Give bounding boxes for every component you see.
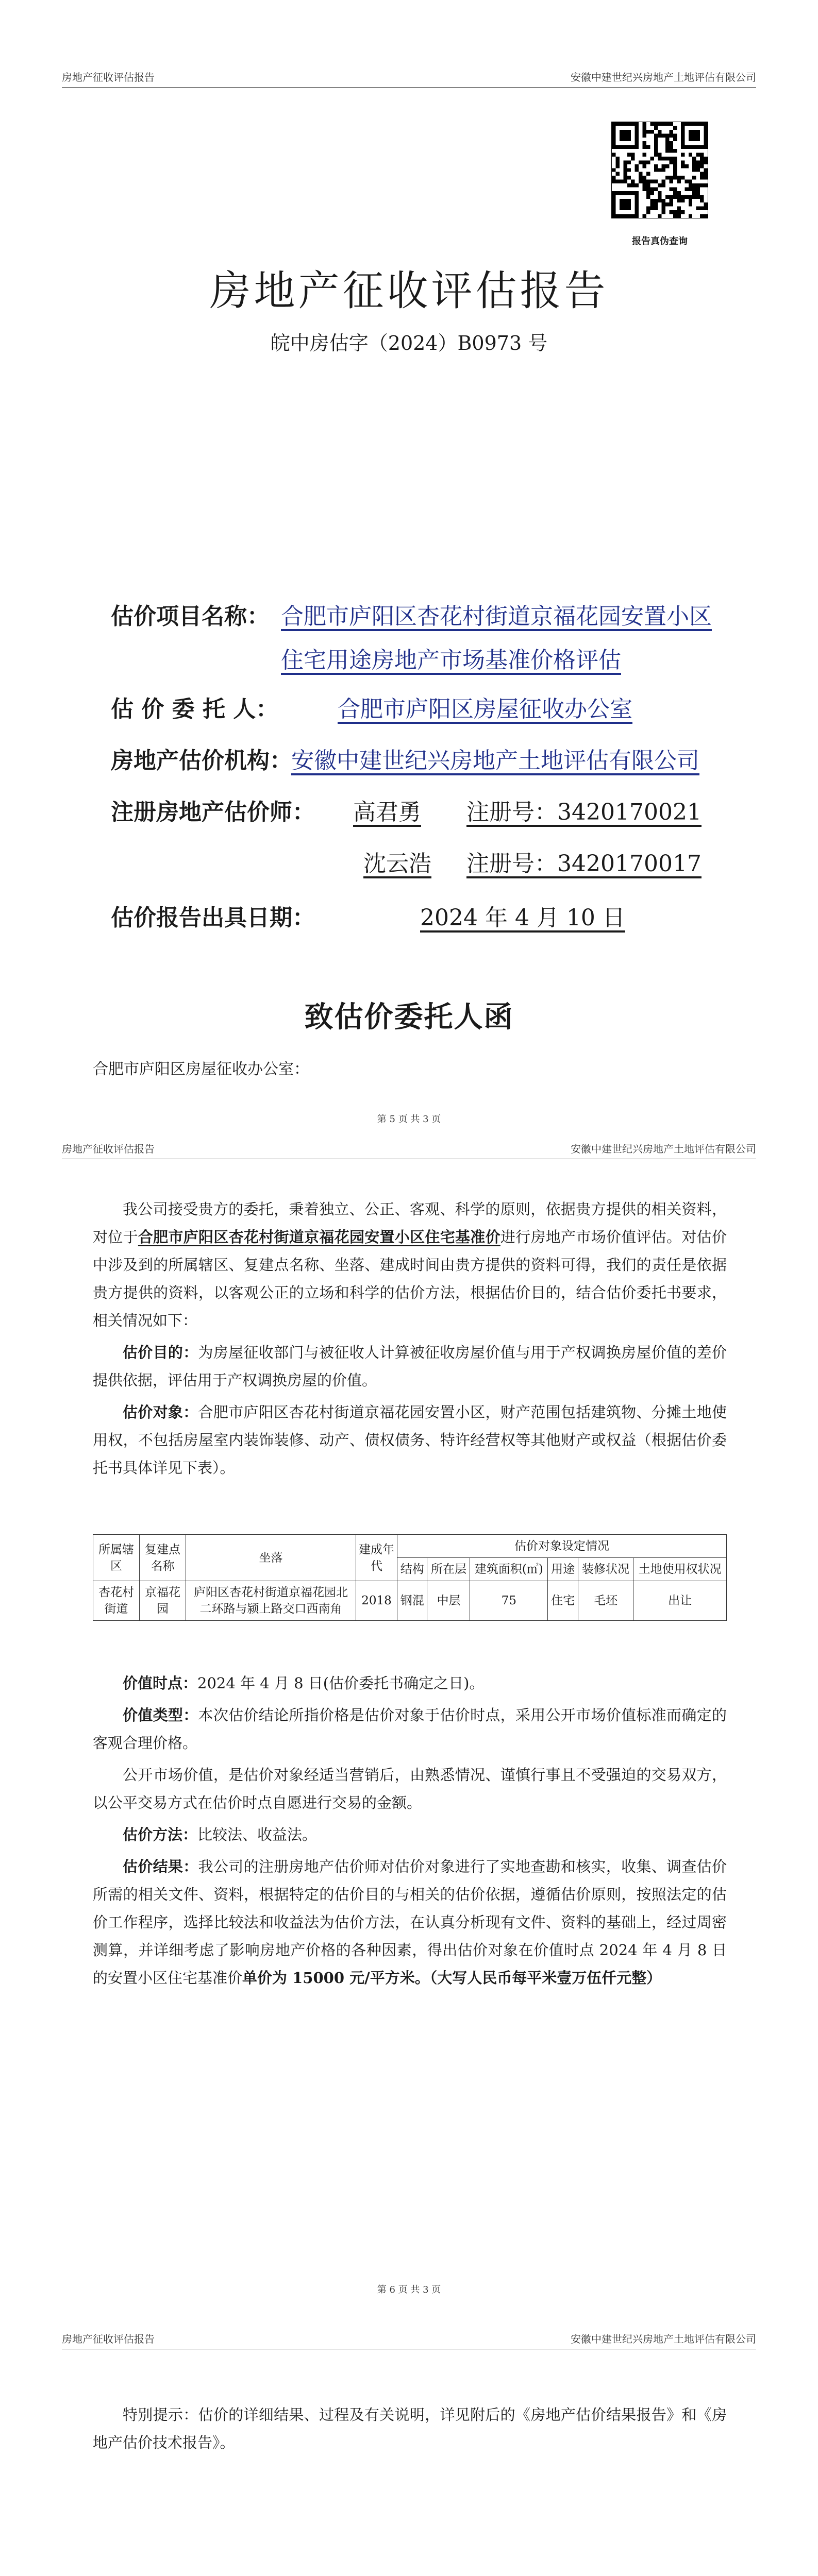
th-settings: 估价对象设定情况 [397,1535,727,1558]
agency-name: 安徽中建世纪兴房地产土地评估有限公司 [291,748,699,774]
cell-floor: 中层 [427,1581,470,1621]
cell-district: 杏花村街道 [93,1581,140,1621]
header-left: 房地产征收评估报告 [62,1143,155,1155]
page-header [62,2334,756,2349]
value-type-label: 价值类型： [123,1706,198,1724]
th-use: 用途 [548,1558,578,1581]
intro-subject: 合肥市庐阳区杏花村街道京福花园安置小区住宅基准价 [138,1228,500,1246]
value-date-paragraph [93,1669,727,1697]
page-header [62,1144,756,1159]
result-paragraph [93,1853,727,1992]
header-left: 房地产征收评估报告 [62,2333,155,2345]
page-footer: 第 6 页 共 3 页 [377,2284,441,2295]
qr-code-icon[interactable] [611,122,708,218]
client-label: 估 价 委 托 人： [111,696,279,722]
cell-site: 京福花园 [140,1581,186,1621]
object-label: 估价对象： [123,1403,198,1421]
date-label: 估价报告出具日期： [111,905,315,931]
intro-text-c: 进行房地产市场价值评估。对估价中涉及到的所属辖区、复建点名称、坐落、建成时间由贵方提供的资料可得，我们的责任是依据贵方提供的资料，以客观公正的立场和科学的估价方法，根据估价目的，结合估价委托书要求，相关情况如下： [93,1228,727,1329]
cell-land-right: 出让 [633,1581,727,1621]
method-label: 估价方法： [123,1826,198,1843]
header-right: 安徽中建世纪兴房地产土地评估有限公司 [571,71,756,83]
intro-paragraph [93,1195,727,1334]
cell-structure: 钢混 [397,1581,427,1621]
appraiser-2-name: 沈云浩 [363,851,431,877]
agency-label: 房地产估价机构： [111,748,292,774]
cell-use: 住宅 [548,1581,578,1621]
project-label: 估价项目名称： [111,603,270,630]
document-number: 皖中房估字（2024）B0973 号 [270,332,548,354]
letter-title: 致估价委托人函 [304,1000,514,1034]
method-paragraph [93,1821,727,1849]
value-type-text: 本次估价结论所指价格是估价对象于估价时点，采用公开市场价值标准而确定的客观合理价格。 [93,1706,727,1752]
value-type-paragraph [93,1701,727,1757]
addressee: 合肥市庐阳区房屋征收办公室： [93,1060,309,1078]
object-text: 合肥市庐阳区杏花村街道京福花园安置小区，财产范围包括建筑物、分摊土地使用权，不包括房屋室内装饰装修、动产、债权债务、特许经营权等其他财产或权益（根据估价委托书具体详见下表）。 [93,1403,727,1477]
special-note [93,2401,727,2461]
header-right: 安徽中建世纪兴房地产土地评估有限公司 [571,1143,756,1155]
market-value-paragraph: 公开市场价值，是估价对象经适当营销后，由熟悉情况、谨慎行事且不受强迫的交易双方，以公平交易方式在估价时点自愿进行交易的金额。 [93,1766,727,1811]
th-location: 坐落 [186,1535,356,1581]
th-year: 建成年代 [356,1535,397,1581]
page-footer: 第 5 页 共 3 页 [377,1114,441,1125]
th-decoration: 装修状况 [578,1558,633,1581]
cell-location: 庐阳区杏花村街道京福花园北二环路与颍上路交口西南角 [186,1581,356,1621]
letter-page [0,1133,818,2324]
value-date-text: 2024 年 4 月 8 日(估价委托书确定之日)。 [197,1674,485,1692]
appraiser-2-reg: 注册号：3420170017 [466,851,702,877]
closing-page [0,2324,818,2576]
intro-text-a: 我公司接受贵方的委托，秉着独立、公正、客观、科学的原则，依据贵方提供的相关资料，对位于 [93,1200,727,1246]
th-land-right: 土地使用权状况 [633,1558,727,1581]
cell-year: 2018 [356,1581,397,1621]
appraiser-1-reg: 注册号：3420170021 [466,799,702,825]
method-text: 比较法、收益法。 [197,1826,318,1843]
estimate-table [93,1534,727,1621]
cover-page [0,0,818,1133]
result-price: 单价为 15000 元/平方米。（大写人民币每平米壹万伍仟元整） [242,1969,662,1987]
table-row [93,1581,727,1621]
page-header [62,72,756,88]
purpose-paragraph [93,1338,727,1394]
header-left: 房地产征收评估报告 [62,71,155,83]
project-name-line2: 住宅用途房地产市场基准价格评估 [281,647,621,673]
report-date: 2024 年 4 月 10 日 [420,905,625,931]
result-label: 估价结果： [123,1858,198,1875]
th-structure: 结构 [397,1558,427,1581]
th-area: 建筑面积(㎡) [470,1558,548,1581]
object-paragraph [93,1398,727,1482]
header-right: 安徽中建世纪兴房地产土地评估有限公司 [571,2333,756,2345]
qr-caption: 报告真伪查询 [632,236,688,247]
result-text: 我公司的注册房地产估价师对估价对象进行了实地查勘和核实，收集、调查估价所需的相关文件、资料，根据特定的估价目的与相关的估价依据，遵循估价原则，按照法定的估价工作程序，选择比较法和收益法为估价方法，在认真分析现有文件、资料的基础上，经过周密测算，并详细考虑了影响房地产价格的各种因素，得出估价对象在价值时点 2024 年 4 月 8 日的安置小区住宅基准价 [93,1858,727,1987]
th-district: 所属辖区 [93,1535,140,1581]
purpose-text: 为房屋征收部门与被征收人计算被征收房屋价值与用于产权调换房屋价值的差价提供依据，评估用于产权调换房屋的价值。 [93,1344,727,1389]
th-floor: 所在层 [427,1558,470,1581]
value-date-label: 价值时点： [123,1674,198,1692]
client-name: 合肥市庐阳区房屋征收办公室 [338,696,632,722]
note-paragraph: 特别提示：估价的详细结果、过程及有关说明，详见附后的《房地产估价结果报告》和《房地产估价技术报告》。 [93,2406,727,2451]
letter-body-top [93,1195,727,1486]
th-site: 复建点名称 [140,1535,186,1581]
cell-decoration: 毛坯 [578,1581,633,1621]
appraiser-label: 注册房地产估价师： [111,799,315,825]
purpose-label: 估价目的： [123,1344,198,1361]
project-name-line1: 合肥市庐阳区杏花村街道京福花园安置小区 [281,603,712,630]
letter-body-bottom [93,1669,727,1996]
report-title: 房地产征收评估报告 [209,267,609,315]
appraiser-1-name: 高君勇 [353,799,421,825]
cell-area: 75 [470,1581,548,1621]
